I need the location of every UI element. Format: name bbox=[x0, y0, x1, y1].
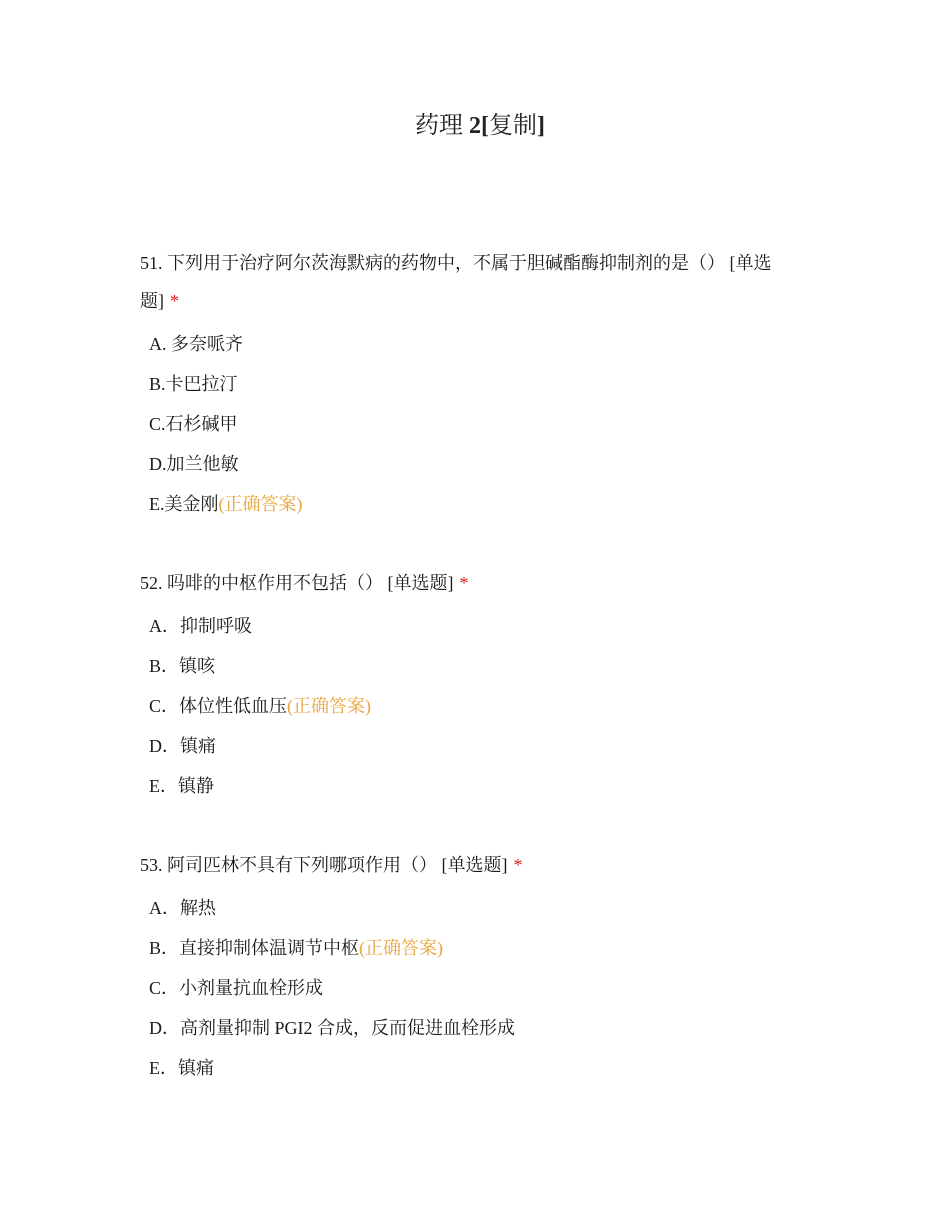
question-stem bbox=[140, 846, 810, 884]
question-text: 53. 阿司匹林不具有下列哪项作用（） [单选题] bbox=[140, 855, 508, 875]
correct-answer-label: (正确答案) bbox=[287, 696, 372, 716]
option-text: A．解热 bbox=[149, 898, 216, 918]
title-copy-word: 复制 bbox=[489, 113, 537, 139]
required-mark: * bbox=[513, 855, 523, 875]
question-text: 51. 下列用于治疗阿尔茨海默病的药物中，不属于胆碱酯酶抑制剂的是（） [单选题] bbox=[140, 253, 772, 311]
option-a bbox=[140, 606, 810, 646]
option-c bbox=[140, 404, 810, 444]
options-list bbox=[140, 606, 810, 806]
title-prefix: 药理 bbox=[415, 113, 469, 139]
question-text: 52. 吗啡的中枢作用不包括（） [单选题] bbox=[140, 573, 454, 593]
option-a bbox=[140, 888, 810, 928]
option-d bbox=[140, 726, 810, 766]
option-text: C.石杉碱甲 bbox=[149, 414, 238, 434]
question-51 bbox=[140, 244, 810, 524]
page-title bbox=[0, 110, 950, 142]
option-text: D.加兰他敏 bbox=[149, 454, 239, 474]
option-text: E．镇痛 bbox=[149, 1058, 214, 1078]
option-e bbox=[140, 484, 810, 524]
options-list bbox=[140, 888, 810, 1088]
option-b bbox=[140, 364, 810, 404]
options-list bbox=[140, 324, 810, 524]
question-stem bbox=[140, 564, 810, 602]
option-text: E.美金刚 bbox=[149, 494, 219, 514]
required-mark: * bbox=[170, 291, 179, 311]
option-c bbox=[140, 686, 810, 726]
option-b bbox=[140, 646, 810, 686]
option-e bbox=[140, 766, 810, 806]
option-text: A．抑制呼吸 bbox=[149, 616, 252, 636]
option-a bbox=[140, 324, 810, 364]
option-c bbox=[140, 968, 810, 1008]
option-text: B．直接抑制体温调节中枢 bbox=[149, 938, 360, 958]
required-mark: * bbox=[459, 573, 469, 593]
option-d bbox=[140, 444, 810, 484]
correct-answer-label: (正确答案) bbox=[218, 494, 303, 514]
option-text: C．小剂量抗血栓形成 bbox=[149, 978, 324, 998]
option-text: D．高剂量抑制 PGI2 合成，反而促进血栓形成 bbox=[149, 1018, 516, 1038]
option-b bbox=[140, 928, 810, 968]
option-e bbox=[140, 1048, 810, 1088]
question-52 bbox=[140, 564, 810, 806]
question-53 bbox=[140, 846, 810, 1088]
correct-answer-label: (正确答案) bbox=[359, 938, 444, 958]
option-text: C．体位性低血压 bbox=[149, 696, 288, 716]
question-stem bbox=[140, 244, 810, 320]
option-text: B.卡巴拉汀 bbox=[149, 374, 238, 394]
title-suffix: ] bbox=[537, 113, 545, 139]
option-d bbox=[140, 1008, 810, 1048]
option-text: B．镇咳 bbox=[149, 656, 216, 676]
title-number: 2[ bbox=[469, 113, 489, 139]
option-text: D．镇痛 bbox=[149, 736, 216, 756]
option-text: E．镇静 bbox=[149, 776, 214, 796]
option-text: A. 多奈哌齐 bbox=[149, 334, 243, 354]
